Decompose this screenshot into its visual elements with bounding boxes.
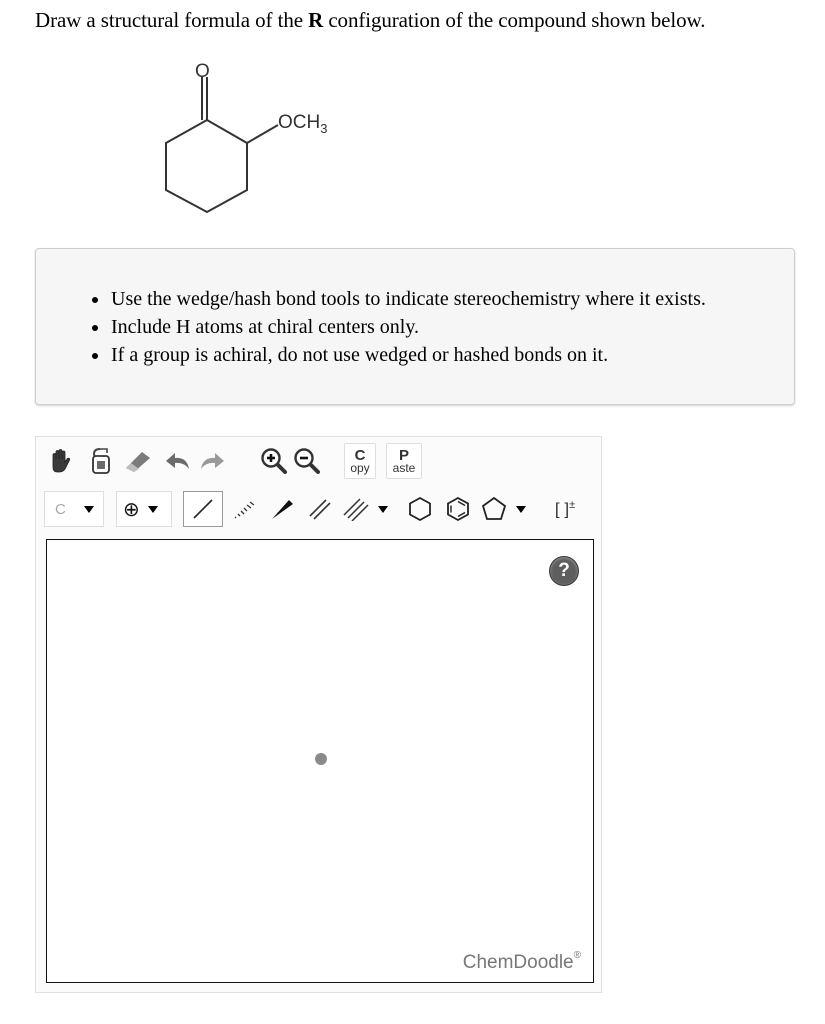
brackets-tool-button[interactable] [544, 491, 586, 527]
instruction-item: • Include H atoms at chiral centers only. [110, 313, 794, 341]
charge-plus-icon: ⊕ [123, 498, 140, 521]
zoom-out-icon [293, 447, 321, 475]
instructions-box [35, 248, 795, 405]
eraser-tool-button[interactable] [122, 443, 154, 479]
benzene-tool-button[interactable] [440, 491, 476, 527]
copy-button[interactable]: C opy [344, 443, 376, 479]
chevron-down-icon [84, 506, 94, 513]
canvas-hover-dot [315, 753, 327, 765]
charge-dropdown[interactable] [116, 491, 172, 527]
zoom-out-button[interactable] [291, 443, 323, 479]
atom-label-dropdown[interactable] [44, 491, 104, 527]
paste-button[interactable]: P aste [386, 443, 422, 479]
undo-button[interactable] [162, 443, 194, 479]
hand-tool-button[interactable] [44, 443, 76, 479]
chemdoodle-logo: ChemDoodle® [462, 950, 581, 973]
atom-label-value: C [55, 500, 66, 518]
chevron-down-icon [378, 506, 388, 513]
zoom-in-icon [260, 447, 288, 475]
undo-icon [163, 449, 193, 473]
lasso-icon [87, 447, 113, 475]
question-text: Draw a structural formula of the R configuration of the compound shown below. [35, 8, 706, 32]
single-bond-icon [191, 497, 215, 521]
hashed-bond-tool-button[interactable] [226, 491, 262, 527]
hash-bond-icon [231, 497, 257, 521]
redo-button[interactable] [196, 443, 228, 479]
chevron-down-icon [516, 506, 526, 513]
instruction-item: • Use the wedge/hash bond tools to indicate stereochemistry where it exists. [110, 285, 794, 313]
methoxy-label: $OCH_3$ [278, 112, 328, 136]
bond-type-dropdown[interactable] [340, 491, 394, 527]
cyclohexane-icon [407, 496, 433, 522]
hand-icon [47, 448, 73, 474]
drawing-canvas[interactable] [46, 539, 594, 983]
help-button[interactable]: ? [549, 556, 579, 586]
double-bond-icon [307, 497, 333, 521]
lasso-tool-button[interactable] [84, 443, 116, 479]
triple-bond-icon [342, 497, 370, 521]
brackets-icon: [ ]± [554, 498, 576, 519]
instructions-list [36, 285, 794, 369]
single-bond-tool-button[interactable] [183, 491, 223, 527]
chevron-down-icon [148, 506, 158, 513]
wedge-bond-tool-button[interactable] [264, 491, 300, 527]
configuration-label: R [308, 8, 324, 32]
wedge-bond-icon [269, 497, 295, 521]
cyclohexane-tool-button[interactable] [402, 491, 438, 527]
ring-dropdown[interactable] [478, 491, 536, 527]
redo-icon [197, 449, 227, 473]
cyclohexane-ring [166, 120, 247, 212]
oxygen-atom-label: O [195, 61, 210, 82]
cyclopentane-icon [480, 496, 508, 522]
instruction-item: • If a group is achiral, do not use wedged or hashed bonds on it. [110, 341, 794, 369]
double-bond-tool-button[interactable] [302, 491, 338, 527]
zoom-in-button[interactable] [258, 443, 290, 479]
benzene-icon [445, 496, 471, 522]
eraser-icon [123, 449, 153, 473]
chemdoodle-sketcher [35, 436, 602, 993]
molecule-structure [150, 55, 370, 220]
